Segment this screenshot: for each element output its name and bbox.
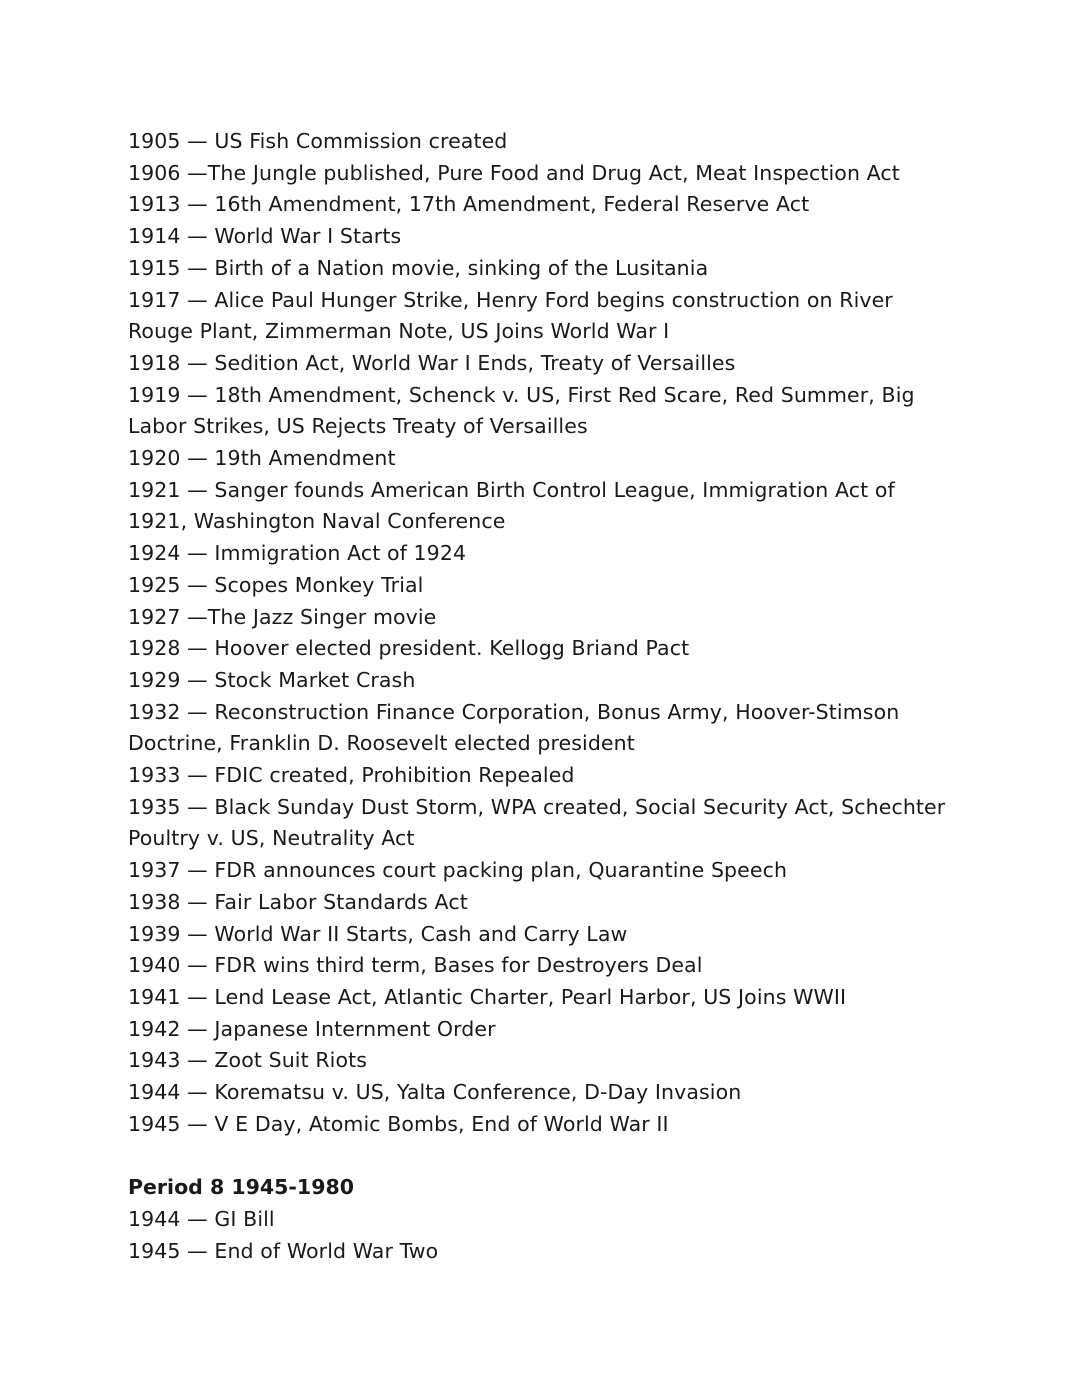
- timeline-entry-1935: 1935 — Black Sunday Dust Storm, WPA created, Social Security Act, Schechter Poultry v. US, Neutrality Act: [128, 794, 946, 851]
- period-8-entry-1944: 1944 — GI Bill: [128, 1206, 275, 1231]
- timeline-entry-1929: 1929 — Stock Market Crash: [128, 667, 416, 692]
- document-page: [128, 126, 958, 1267]
- blank-line: [128, 1141, 958, 1173]
- timeline-entry-1914: 1914 — World War I Starts: [128, 224, 402, 249]
- timeline-entry-1905: 1905 — US Fish Commission created: [128, 129, 508, 153]
- timeline-entry-1928: 1928 — Hoover elected president. Kellogg Briand Pact: [128, 636, 690, 661]
- timeline-entry-1925: 1925 — Scopes Monkey Trial: [128, 572, 424, 597]
- timeline-entry-1941: 1941 — Lend Lease Act, Atlantic Charter, Pearl Harbor, US Joins WWII: [128, 984, 847, 1009]
- timeline-entry-1924: 1924 — Immigration Act of 1924: [128, 541, 467, 566]
- timeline-entry-1915: 1915 — Birth of a Nation movie, sinking of the Lusitania: [128, 255, 709, 280]
- timeline-entry-1920: 1920 — 19th Amendment: [128, 446, 396, 471]
- timeline-entry-1921: 1921 — Sanger founds American Birth Control League, Immigration Act of 1921, Washington Naval Conference: [128, 477, 895, 534]
- period-8-entry-1945: 1945 — End of World War Two: [128, 1238, 439, 1263]
- timeline-entry-1938: 1938 — Fair Labor Standards Act: [128, 889, 468, 914]
- timeline-entry-1919: 1919 — 18th Amendment, Schenck v. US, First Red Scare, Red Summer, Big Labor Strikes, US Rejects Treaty of Versailles: [128, 382, 915, 439]
- timeline-entry-1906: 1906 —The Jungle published, Pure Food and Drug Act, Meat Inspection Act: [128, 160, 900, 185]
- timeline-entry-1945: 1945 — V E Day, Atomic Bombs, End of World War II: [128, 1111, 669, 1136]
- period-8-list: [128, 1204, 958, 1267]
- timeline-entry-1918: 1918 — Sedition Act, World War I Ends, Treaty of Versailles: [128, 350, 736, 375]
- period-heading: Period 8 1945-1980: [128, 1175, 354, 1200]
- timeline-entry-1913: 1913 — 16th Amendment, 17th Amendment, Federal Reserve Act: [128, 192, 810, 217]
- timeline-entry-1917: 1917 — Alice Paul Hunger Strike, Henry Ford begins construction on River Rouge Plant, Zimmerman Note, US Joins World War I: [128, 287, 893, 344]
- timeline-entry-1944: 1944 — Korematsu v. US, Yalta Conference, D-Day Invasion: [128, 1080, 742, 1105]
- timeline-entry-1939: 1939 — World War II Starts, Cash and Carry Law: [128, 921, 628, 946]
- timeline-entry-1942: 1942 — Japanese Internment Order: [128, 1016, 496, 1041]
- timeline-entry-1932: 1932 — Reconstruction Finance Corporation, Bonus Army, Hoover-Stimson Doctrine, Franklin D. Roosevelt elected president: [128, 699, 900, 756]
- timeline-entry-1943: 1943 — Zoot Suit Riots: [128, 1048, 368, 1073]
- timeline-entry-1940: 1940 — FDR wins third term, Bases for Destroyers Deal: [128, 953, 703, 978]
- timeline-entry-1933: 1933 — FDIC created, Prohibition Repealed: [128, 763, 575, 788]
- timeline-entry-1927: 1927 —The Jazz Singer movie: [128, 604, 437, 629]
- timeline-entry-1937: 1937 — FDR announces court packing plan, Quarantine Speech: [128, 858, 788, 883]
- timeline-list: [128, 126, 958, 1141]
